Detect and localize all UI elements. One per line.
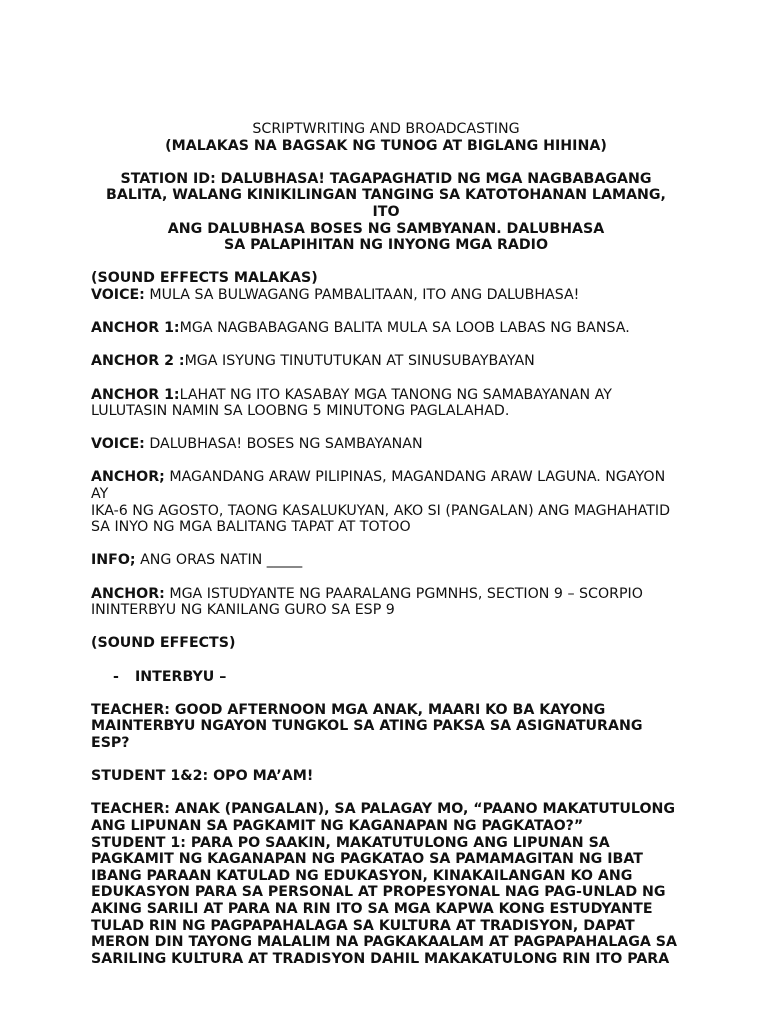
dialogue-text: MGA NAGBABAGANG BALITA MULA SA LOOB LABAS NG BANSA.	[179, 320, 630, 337]
anchor1-line-2	[91, 387, 681, 404]
script-body	[91, 121, 681, 967]
dialogue-text: MAGANDANG ARAW PILIPINAS, MAGANDANG ARAW LAGUNA. NGAYON AY	[91, 469, 666, 503]
speaker-label: ANCHOR 1:	[91, 320, 180, 337]
sound-effects-loud: (SOUND EFFECTS MALAKAS)	[91, 270, 318, 287]
student1-line: PAGKAMIT NG KAGANAPAN NG PAGKATAO SA PAMAMAGITAN NG IBAT	[91, 851, 643, 868]
anchor-intro	[91, 586, 681, 603]
student1-line: TULAD RIN NG PAGPAPAHALAGA SA KULTURA AT TRADISYON, DAPAT	[91, 917, 635, 934]
bullet-dash: -	[113, 668, 119, 685]
speaker-label: ANCHOR;	[91, 469, 165, 486]
dialogue-text: IKA-6 NG AGOSTO, TAONG KASALUKUYAN, AKO SI (PANGALAN) ANG MAGHAHATID	[91, 502, 671, 519]
student1-line: AKING SARILI AT PARA NA RIN ITO SA MGA KAPWA KONG ESTUDYANTE	[91, 900, 653, 917]
dialogue-text: ANG ORAS NATIN _____	[135, 552, 303, 569]
dialogue-text: LULUTASIN NAMIN SA LOOBNG 5 MINUTONG PAGLALAHAD.	[91, 403, 510, 420]
speaker-label: VOICE:	[91, 436, 145, 453]
teacher-line: TEACHER: ANAK (PANGALAN), SA PALAGAY MO, “PAANO MAKATUTULONG	[91, 801, 676, 818]
station-id-block	[91, 171, 681, 254]
teacher-line: MAINTERBYU NGAYON TUNGKOL SA ATING PAKSA SA ASIGNATURANG ESP?	[91, 718, 643, 751]
student1-line: IBANG PARAAN KATULAD NG EDUKASYON, KINAKAILANGAN KO ANG	[91, 867, 633, 884]
voice-line-1	[91, 287, 681, 304]
info-line	[91, 552, 681, 569]
station-id-line: STATION ID: DALUBHASA! TAGAPAGHATID NG MGA NAGBABAGANG	[120, 170, 652, 187]
interview-label: INTERBYU –	[135, 668, 227, 685]
dialogue-text: ININTERBYU NG KANILANG GURO SA ESP 9	[91, 602, 395, 619]
voice-line-2	[91, 436, 681, 453]
dialogue-text: MGA ISYUNG TINUTUTUKAN AT SINUSUBAYBAYAN	[184, 353, 535, 370]
teacher-line: ANG LIPUNAN SA PAGKAMIT NG KAGANAPAN NG PAGKATAO?”	[91, 817, 584, 834]
dialogue-text: LAHAT NG ITO KASABAY MGA TANONG NG SAMABAYANAN AY	[179, 386, 612, 403]
student1-line: MERON DIN TAYONG MALALIM NA PAGKAKAALAM AT PAGPAPAHALAGA SA	[91, 934, 677, 951]
document-subtitle: (MALAKAS NA BAGSAK NG TUNOG AT BIGLANG HIHINA)	[165, 137, 607, 154]
station-id-line: BALITA, WALANG KINIKILINGAN TANGING SA KATOTOHANAN LAMANG, ITO	[106, 187, 666, 220]
speaker-label: INFO;	[91, 552, 136, 569]
student1-line: EDUKASYON PARA SA PERSONAL AT PROPESYONAL NAG PAG-UNLAD NG	[91, 884, 666, 901]
anchor2-line	[91, 353, 681, 370]
interview-heading	[91, 669, 681, 686]
station-id-line: ANG DALUBHASA BOSES NG SAMBYANAN. DALUBHASA	[167, 220, 605, 237]
speaker-label: ANCHOR 1:	[91, 386, 180, 403]
speaker-label: ANCHOR:	[91, 585, 165, 602]
student1-line: STUDENT 1: PARA PO SAAKIN, MAKATUTULONG ANG LIPUNAN SA	[91, 834, 610, 851]
station-id-line: SA PALAPIHITAN NG INYONG MGA RADIO	[223, 237, 549, 254]
speaker-label: VOICE:	[91, 286, 145, 303]
dialogue-text: MULA SA BULWAGANG PAMBALITAAN, ITO ANG DALUBHASA!	[144, 286, 580, 303]
teacher-line: TEACHER: GOOD AFTERNOON MGA ANAK, MAARI KO BA KAYONG	[91, 701, 606, 718]
anchor-greeting	[91, 469, 681, 502]
dialogue-text: DALUBHASA! BOSES NG SAMBAYANAN	[144, 436, 423, 453]
student1-line: SARILING KULTURA AT TRADISYON DAHIL MAKAKATULONG RIN ITO PARA	[91, 950, 670, 967]
document-title: SCRIPTWRITING AND BROADCASTING	[252, 121, 520, 137]
students-line: STUDENT 1&2: OPO MA’AM!	[91, 768, 314, 785]
dialogue-text: SA INYO NG MGA BALITANG TAPAT AT TOTOO	[91, 519, 411, 536]
speaker-label: ANCHOR 2 :	[91, 353, 185, 370]
anchor1-line-1	[91, 320, 681, 337]
sound-effects: (SOUND EFFECTS)	[91, 635, 236, 652]
dialogue-text: MGA ISTUDYANTE NG PAARALANG PGMNHS, SECTION 9 – SCORPIO	[164, 585, 643, 602]
